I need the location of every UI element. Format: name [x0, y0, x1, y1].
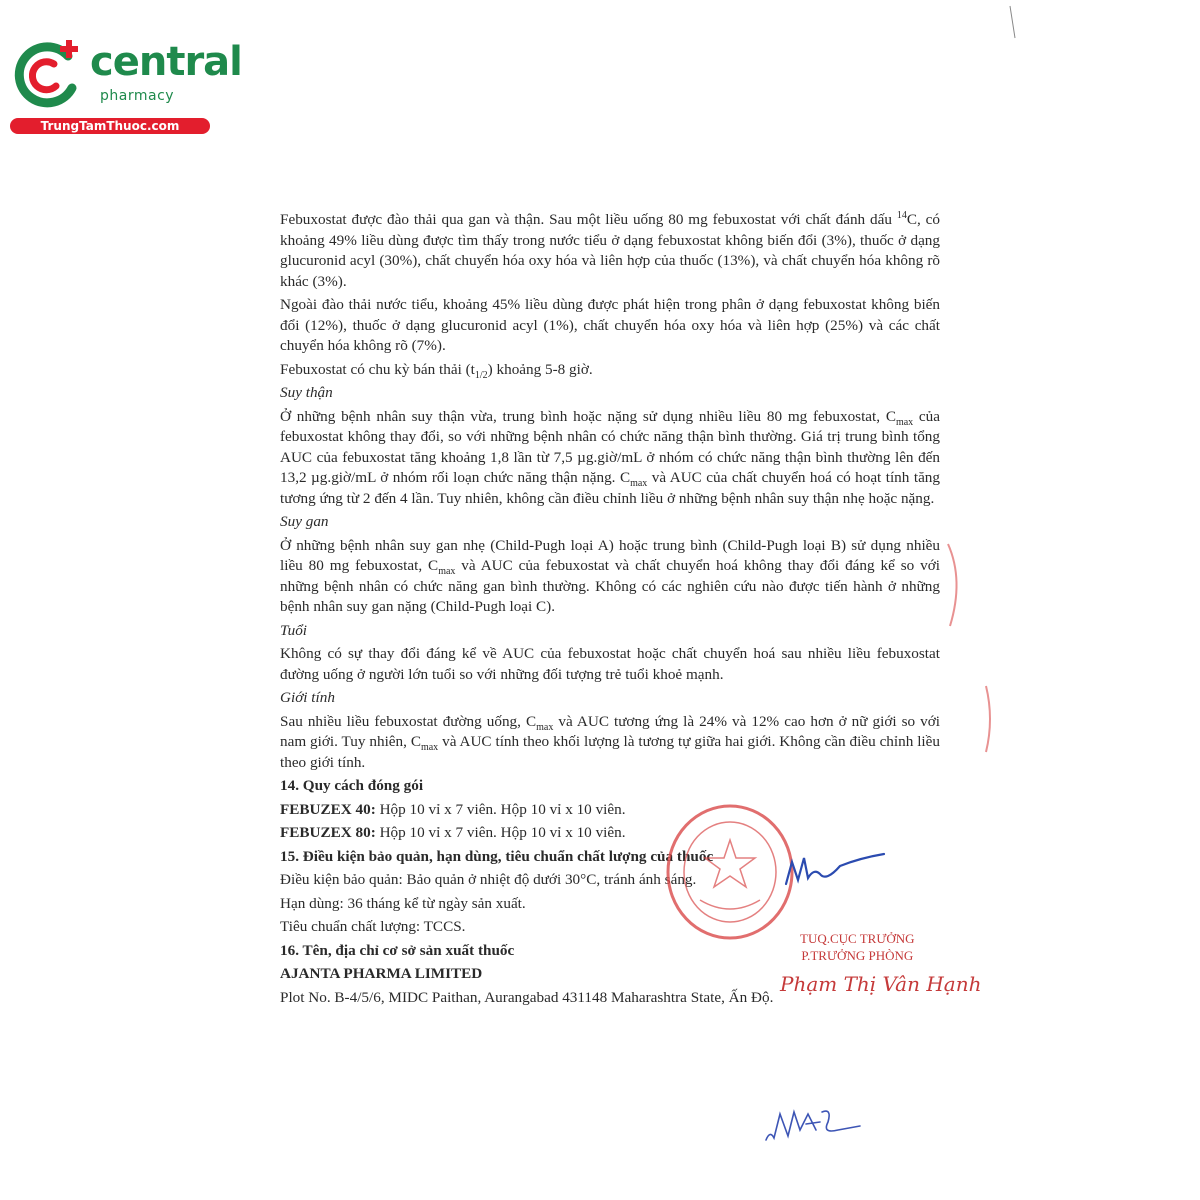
logo-brand-sub: pharmacy	[100, 88, 175, 104]
manufacturer-address: Plot No. B-4/5/6, MIDC Paithan, Aurangabad 431148 Maharashtra State, Ấn Độ.	[280, 988, 774, 1006]
gender-heading: Giới tính	[280, 689, 335, 706]
text: Ở những bệnh nhân suy gan nhẹ (Child-Pugh loại A) hoặc trung bình (Child-Pugh loại B) sử dụng nhiều liều 80 mg febuxostat, C	[280, 536, 940, 574]
cmax-sub: max	[420, 742, 439, 754]
age-paragraph: Không có sự thay đổi đáng kể về AUC của febuxostat hoặc chất chuyển hoá sau nhiều liều febuxostat đường uống ở người lớn tuổi so với những đối tượng trẻ tuổi khoẻ mạnh.	[280, 645, 940, 683]
text: và AUC của febuxostat và chất chuyển hoá không thay đổi đáng kể so với những bệnh nhân có chức năng gan bình thường. Không có các nghiên cứu nào được tiến hành ở những bệnh nhân suy gan nặng (Child-Pugh loại C).	[280, 557, 941, 615]
renal-heading: Suy thận	[280, 384, 333, 401]
cmax-sub: max	[630, 478, 648, 490]
paragraph-half-life	[280, 360, 940, 381]
text: và AUC của chất chuyển hoá có hoạt tính tăng tương ứng từ 2 đến 4 lần. Tuy nhiên, không cần điều chỉnh liều ở những bệnh nhân suy thận nhẹ hoặc nặng.	[280, 469, 940, 507]
paragraph-excretion	[280, 210, 940, 292]
approval-block	[800, 930, 915, 964]
official-stamp-icon	[660, 800, 800, 950]
manufacturer-heading: 16. Tên, địa chỉ cơ sở sản xuất thuốc	[280, 941, 515, 959]
scan-mark-icon	[1008, 4, 1018, 40]
manufacturer-name: AJANTA PHARMA LIMITED	[280, 965, 483, 982]
text: Ở những bệnh nhân suy thận vừa, trung bình hoặc nặng sử dụng nhiều liều 80 mg febuxostat, C	[280, 407, 896, 425]
stamp-edge-mark-icon	[982, 684, 996, 754]
gender-paragraph	[280, 712, 940, 774]
age-heading: Tuổi	[280, 621, 308, 639]
central-pharmacy-logo	[10, 36, 242, 136]
storage-heading: 15. Điều kiện bảo quản, hạn dùng, tiêu chuẩn chất lượng của thuốc	[280, 847, 714, 865]
product-name: FEBUZEX 80:	[280, 824, 376, 841]
product-name: FEBUZEX 40:	[280, 800, 376, 818]
signer-name: Phạm Thị Vân Hạnh	[780, 972, 982, 996]
handwritten-initials-icon	[760, 1100, 870, 1150]
packaging-item-80	[280, 823, 940, 844]
cmax-sub: max	[438, 566, 456, 578]
cmax-sub: max	[895, 416, 914, 428]
text: ) khoảng 5-8 giờ.	[487, 360, 593, 378]
hepatic-paragraph	[280, 536, 940, 618]
paragraph-feces: Ngoài đào thải nước tiểu, khoảng 45% liều dùng được phát hiện trong phân ở dạng febuxostat không biến đổi (12%), thuốc ở dạng glucuronid acyl (1%), chất chuyển hóa oxy hóa và liên hợp (25%) và các chất chuyển hóa không rõ (7%).	[280, 296, 940, 354]
text: và AUC tương ứng là 24% và 12% cao hơn ở nữ giới so với nam giới. Tuy nhiên, C	[280, 712, 940, 750]
half-life-sub: 1/2	[474, 369, 488, 381]
stamp-edge-mark-icon	[944, 540, 968, 630]
pharmacy-cross-logo-icon	[10, 36, 90, 116]
hepatic-heading: Suy gan	[280, 513, 329, 530]
text: và AUC tính theo khối lượng là tương tự giữa hai giới. Không cần điều chỉnh liều theo giới tính.	[280, 733, 940, 771]
text: C, có khoảng 49% liều dùng được tìm thấy trong nước tiểu ở dạng febuxostat không biến đổi (3%), thuốc ở dạng glucuronid acyl (30%), chất chuyển hóa oxy hóa và liên hợp của thuốc (13%), và chất chuyển hóa không rõ khác (3%).	[280, 211, 940, 290]
text: Sau nhiều liều febuxostat đường uống, C	[280, 712, 537, 730]
text: Febuxostat được đào thải qua gan và thận. Sau một liều uống 80 mg febuxostat với chất đánh dấu	[280, 211, 897, 228]
cmax-sub: max	[536, 721, 554, 733]
shelf-life: Hạn dùng: 36 tháng kể từ ngày sản xuất.	[280, 894, 526, 912]
text: Febuxostat có chu kỳ bán thải (t	[280, 360, 475, 378]
approval-title-1: TUQ.CỤC TRƯỞNG	[800, 931, 915, 946]
isotope-sup: 14	[896, 209, 907, 221]
logo-brand-name: central	[90, 39, 242, 85]
renal-paragraph	[280, 407, 940, 510]
packaging-heading: 14. Quy cách đóng gói	[280, 777, 424, 794]
approval-title-2: P.TRƯỞNG PHÒNG	[801, 948, 914, 963]
storage-condition: Điều kiện bảo quản: Bảo quản ở nhiệt độ dưới 30°C, tránh ánh sáng.	[280, 871, 697, 888]
logo-website: TrungTamThuoc.com	[10, 118, 210, 134]
text: Hộp 10 vỉ x 7 viên. Hộp 10 vỉ x 10 viên.	[375, 824, 626, 841]
quality-standard: Tiêu chuẩn chất lượng: TCCS.	[280, 918, 466, 935]
text: Hộp 10 vỉ x 7 viên. Hộp 10 vỉ x 10 viên.	[375, 800, 626, 818]
text: của febuxostat không thay đổi, so với những bệnh nhân có chức năng thận bình thường. Giá trị trung bình tổng AUC của febuxostat tăng khoảng 1,8 lần từ 7,5 µg.giờ/mL ở nhóm có chức năng thận bình thường lên đến 13,2 µg.giờ/mL ở nhóm rối loạn chức năng thận nặng. C	[280, 407, 941, 486]
packaging-item-40	[280, 800, 940, 821]
signature-icon	[780, 848, 890, 898]
